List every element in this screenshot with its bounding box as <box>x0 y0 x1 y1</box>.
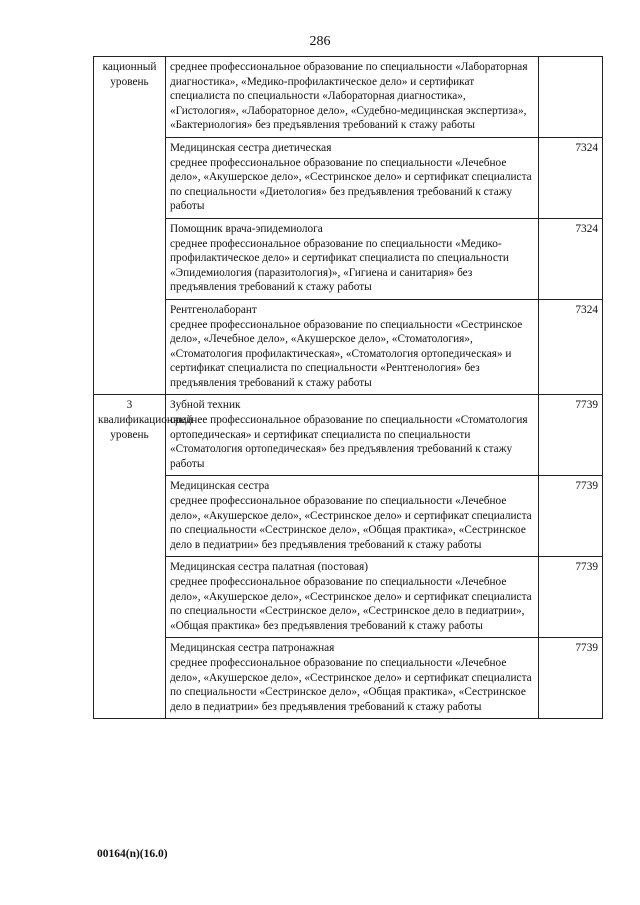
position-description-cell <box>166 557 539 638</box>
document-footer-code: 00164(n)(16.0) <box>97 848 168 860</box>
qualification-level-cell: кационный уровень <box>94 57 166 395</box>
qualification-table <box>93 56 603 719</box>
position-title: Медицинская сестра диетическая <box>170 141 332 154</box>
position-requirements: среднее профессиональное образование по специальности «Лечебное дело», «Акушерское дело», «Сестринское дело» и сертификат специалиста по специальности «Диетология» без предъявления требований к стажу работы <box>170 156 532 213</box>
qualification-level-cell: 3 квалификационный уровень <box>94 395 166 719</box>
table-row <box>94 57 603 138</box>
table-row <box>94 299 603 395</box>
position-description-cell <box>166 57 539 138</box>
position-code-cell: 7324 <box>539 218 603 299</box>
table-row <box>94 218 603 299</box>
position-code-cell: 7324 <box>539 299 603 395</box>
table-row <box>94 395 603 476</box>
position-title: Рентгенолаборант <box>170 303 257 316</box>
table-row <box>94 638 603 719</box>
position-requirements: среднее профессиональное образование по специальности «Лечебное дело», «Акушерское дело», «Сестринское дело» и сертификат специалиста по специальности «Сестринское дело», «Общая практика», «Сестринское дело в педиатрии» без предъявления требований к стажу работы <box>170 495 532 551</box>
position-description-cell <box>166 476 539 557</box>
position-requirements: среднее профессиональное образование по специальности «Стоматология ортопедическая» и сертификат специалиста по специальности «Стоматология ортопедическая» без предъявления требований к стажу работы <box>170 414 528 470</box>
position-code-cell <box>539 57 603 138</box>
position-title: Медицинская сестра палатная (постовая) <box>170 561 368 574</box>
position-code-cell: 7739 <box>539 638 603 719</box>
position-requirements: среднее профессиональное образование по специальности «Лечебное дело», «Акушерское дело», «Сестринское дело» и сертификат специалиста по специальности «Сестринское дело», «Общая практика», «Сестринское дело в педиатрии» без предъявления требований к стажу работы <box>170 656 532 713</box>
position-description-cell <box>166 638 539 719</box>
position-title: Зубной техник <box>170 399 241 412</box>
table-row <box>94 557 603 638</box>
position-description-cell <box>166 299 539 395</box>
position-title: Медицинская сестра патронажная <box>170 642 335 655</box>
position-code-cell: 7739 <box>539 395 603 476</box>
position-code-cell: 7739 <box>539 557 603 638</box>
table-row <box>94 137 603 218</box>
position-requirements: среднее профессиональное образование по специальности «Медико-профилактическое дело» и сертификат специалиста по специальности «Эпидемиология (паразитология)», «Гигиена и санитария» без предъявления требований к стажу работы <box>170 237 509 294</box>
position-requirements: среднее профессиональное образование по специальности «Сестринское дело», «Лечебное дело», «Акушерское дело», «Стоматология», «Стоматология профилактическая», «Стоматология ортопедическая» и сертификат специалиста по специальности «Рентгенология» без предъявления требований к стажу работы <box>170 318 523 389</box>
position-code-cell: 7324 <box>539 137 603 218</box>
position-description-cell <box>166 395 539 476</box>
position-description-cell <box>166 137 539 218</box>
page-number: 286 <box>309 34 331 49</box>
position-requirements: среднее профессиональное образование по специальности «Лечебное дело», «Акушерское дело», «Сестринское дело» и сертификат специалиста по специальности «Сестринское дело», «Сестринское дело в педиатрии», «Общая практика» без предъявления требований к стажу работы <box>170 576 532 632</box>
position-description-cell <box>166 218 539 299</box>
table-row <box>94 476 603 557</box>
position-requirements: среднее профессиональное образование по специальности «Лабораторная диагностика», «Медико-профилактическое дело» и сертификат специалиста по специальности «Лабораторная диагностика», «Гистология», «Лабораторное дело», «Судебно-медицинская экспертиза», «Бактериология» без предъявления требований к стажу работы <box>170 61 528 132</box>
position-title: Помощник врача-эпидемиолога <box>170 222 323 235</box>
position-title: Медицинская сестра <box>170 480 270 493</box>
position-code-cell: 7739 <box>539 476 603 557</box>
